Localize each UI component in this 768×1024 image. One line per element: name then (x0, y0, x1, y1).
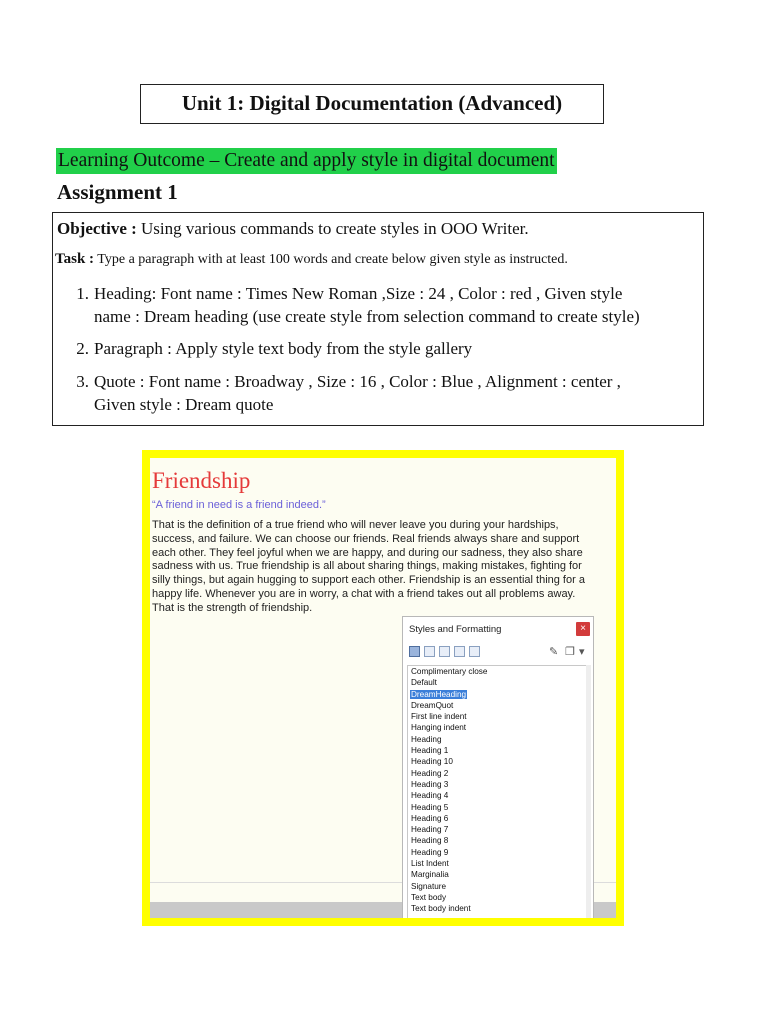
body-line: silly things, but again hugging to support each other. Friendship is an essential thing for a (152, 574, 585, 587)
character-styles-icon[interactable] (424, 646, 435, 657)
style-name: Marginalia (411, 870, 449, 880)
chevron-down-icon[interactable]: ▾ (579, 646, 585, 658)
paragraph-styles-icon[interactable] (409, 646, 420, 657)
style-list-item[interactable] (408, 722, 586, 733)
learning-outcome: Learning Outcome – Create and apply style in digital document (56, 148, 557, 174)
style-list-item[interactable] (408, 689, 586, 700)
panel-title: Styles and Formatting (409, 624, 502, 635)
list-item (67, 370, 621, 416)
style-list-item[interactable] (408, 700, 586, 711)
style-name: DreamQuot (411, 700, 454, 710)
body-line: happy life. Whenever you are in worry, a chat with a friend takes out all problems away. (152, 587, 576, 600)
objective-label: Objective : (57, 219, 137, 238)
fill-format-icon[interactable]: ✎ (549, 646, 559, 658)
body-line: each other. They feel joyful when we are happy, and during our sadness, they also share (152, 546, 583, 559)
style-list-item[interactable] (408, 835, 586, 846)
style-list-item[interactable] (408, 756, 586, 767)
style-name: First line indent (411, 712, 467, 722)
unit-title: Unit 1: Digital Documentation (Advanced) (140, 84, 604, 124)
body-line: That is the definition of a true friend who will never leave you during your hardships, (152, 519, 559, 531)
styles-formatting-panel (402, 616, 594, 918)
style-name: Heading 9 (411, 847, 449, 857)
style-name: Heading 10 (411, 757, 453, 767)
list-styles-icon[interactable] (469, 646, 480, 657)
list-number: 2. (76, 339, 89, 358)
list-item-continuation: Given style : Dream quote (94, 395, 274, 414)
style-list-item[interactable] (408, 858, 586, 869)
style-list-item[interactable] (408, 847, 586, 858)
list-item (67, 337, 472, 360)
style-name: DreamHeading (411, 689, 467, 699)
style-list-item[interactable] (408, 745, 586, 756)
style-list-item[interactable] (408, 734, 586, 745)
style-list-item[interactable] (408, 790, 586, 801)
style-list-item[interactable] (408, 903, 586, 914)
style-list-item[interactable] (408, 824, 586, 835)
style-name: Complimentary close (411, 667, 488, 676)
style-name: Heading 3 (411, 779, 449, 789)
list-number: 3. (76, 372, 89, 391)
task-label: Task : (55, 251, 95, 267)
style-list-item[interactable] (408, 779, 586, 790)
panel-toolbar (409, 645, 587, 661)
writer-screenshot-frame (142, 450, 624, 926)
style-name: Heading 6 (411, 813, 449, 823)
style-name: Text body (411, 892, 447, 902)
style-name: Hanging indent (411, 723, 467, 733)
style-list-item[interactable] (408, 881, 586, 892)
assignment-heading: Assignment 1 (57, 180, 178, 204)
style-list-item[interactable] (408, 768, 586, 779)
page-styles-icon[interactable] (454, 646, 465, 657)
style-list-item[interactable] (408, 813, 586, 824)
document-quote: “A friend in need is a friend indeed.” (152, 499, 326, 511)
style-list-item[interactable] (408, 666, 586, 677)
style-name: Heading 4 (411, 791, 449, 801)
style-list-item[interactable] (408, 869, 586, 880)
style-list-item[interactable] (408, 802, 586, 813)
style-name: Heading 2 (411, 768, 449, 778)
body-line: success, and failure. We can choose our friends. Real friends always share and support (152, 532, 580, 545)
style-name: Signature (411, 881, 447, 891)
instructions-box (52, 212, 704, 426)
close-icon[interactable]: × (576, 622, 590, 636)
objective-line (57, 219, 529, 239)
body-line: That is the strength of friendship. (152, 601, 313, 614)
task-text: Type a paragraph with at least 100 words and create below given style as instructed. (94, 252, 568, 267)
style-name: Text body indent (411, 904, 471, 914)
style-list (407, 665, 587, 918)
task-line (55, 251, 568, 268)
list-item (67, 282, 640, 328)
list-item-continuation: name : Dream heading (use create style from selection command to create style) (94, 307, 640, 326)
document-body (152, 519, 616, 616)
new-style-icon[interactable]: ❐ (565, 646, 575, 658)
panel-scrollbar[interactable] (586, 665, 591, 918)
list-item-text: Paragraph : Apply style text body from the style gallery (94, 339, 473, 358)
objective-text: Using various commands to create styles in OOO Writer. (136, 219, 529, 238)
list-item-text: Heading: Font name : Times New Roman ,Size : 24 , Color : red , Given style (94, 284, 623, 303)
style-name: Heading 7 (411, 825, 449, 835)
list-item-text: Quote : Font name : Broadway , Size : 16 , Color : Blue , Alignment : center , (94, 372, 621, 391)
style-list-item[interactable] (408, 892, 586, 903)
frame-styles-icon[interactable] (439, 646, 450, 657)
body-line: sadness with us. True friendship is all about sharing things, making mistakes, fighting for (152, 560, 582, 573)
writer-document (150, 458, 616, 918)
list-number: 1. (76, 284, 89, 303)
style-list-item[interactable] (408, 677, 586, 688)
style-list-item[interactable] (408, 711, 586, 722)
style-name: Default (411, 678, 437, 688)
style-name: Heading 5 (411, 802, 449, 812)
document-heading: Friendship (152, 468, 251, 493)
style-name: Heading (411, 734, 442, 744)
style-name: List Indent (411, 859, 449, 869)
style-name: Heading 1 (411, 746, 449, 756)
style-name: Heading 8 (411, 836, 449, 846)
